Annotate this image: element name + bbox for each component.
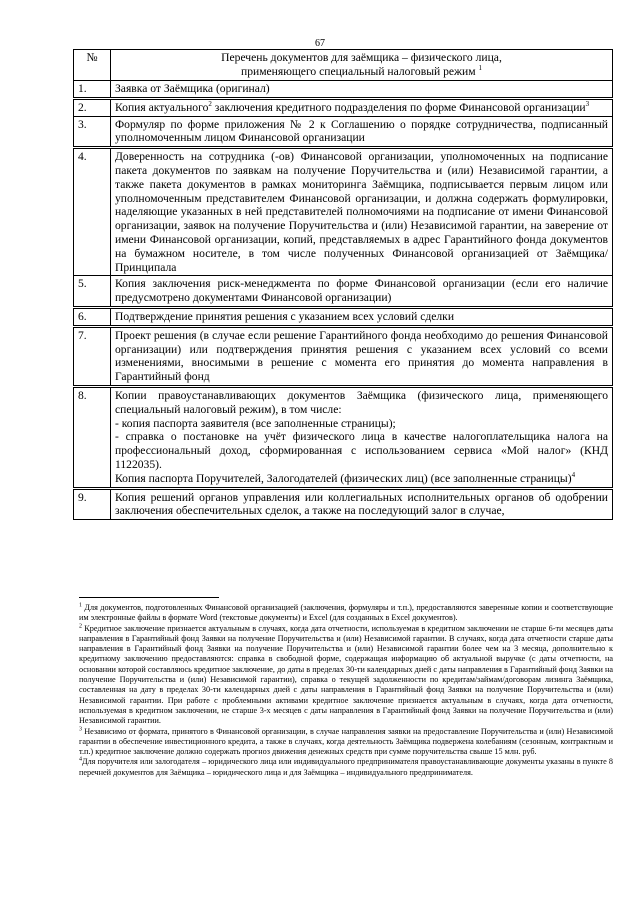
- row-text: Заявка от Заёмщика (оригинал): [111, 81, 613, 99]
- row-text: Проект решения (в случае если решение Гарантийного фонда необходимо до решения Финансовой организации) или подтверждения принятия решения с указанием всех условий со всеми изменениями, вносимыми в решение с момента его принятия до момента направления в Гарантийный фонд: [111, 326, 613, 386]
- row-text: Подтверждение принятия решения с указанием всех условий сделки: [111, 307, 613, 326]
- footnotes: [79, 603, 613, 778]
- table-row: [74, 148, 613, 276]
- table-row: [74, 81, 613, 99]
- header-title: [111, 50, 613, 81]
- footnote-ref: 2: [208, 99, 212, 108]
- footnote: $^3$ Независимо от формата, принятого в Финансовой организации, в случае направления заявки на предоставление Поручительства и (или) Независимой гарантии в обеспечение инвестиционного кредита, а также в случаях, когда деятельность Заёмщика подвержена колебаниям (сезонным, контрактным и т.п.) кредитное заключение должно содержать прогноз движения денежных средств при сумме поручительства свыше 15 млн. руб.: [79, 725, 613, 757]
- table-row: [74, 98, 613, 116]
- row-number: 3.: [74, 116, 111, 148]
- table-row: [74, 116, 613, 148]
- row-text: Копия актуального$^2$ заключения кредитного подразделения по форме Финансовой организации$^3$: [111, 98, 613, 116]
- footnote-ref: 3: [585, 99, 590, 108]
- row-number: 7.: [74, 326, 111, 386]
- table-header-row: [74, 50, 613, 81]
- table-row: [74, 307, 613, 326]
- row-text: Формуляр по форме приложения № 2 к Соглашению о порядке сотрудничества, подписанный уполномоченным лицом Финансовой организации: [111, 116, 613, 148]
- footnote: $^2$ Кредитное заключение признается актуальным в случаях, когда дата отчетности, используемая в кредитном заключении не старше 6-ти месяцев даты направления в Гарантийный фонд Заявки на получение Поручительства и (или) Независимой гарантии. В случаях, когда дата отчетности старше даты направления в Гарантийный фонд Заявки на получение Поручительства и (или) Независимой гарантии более чем на 3 месяца, дополнительно к кредитному заключению предоставляются: справка в свободной форме, содержащая информацию об актуальной выручке (с даты отчетности, на основании которой составляюсь кредитное заключение, до даты в пределах 30-ти календарных дней с даты направления в Гарантийный фонд Заявки на получение Поручительства и (или) Независимой гарантии), справка о текущей задолженности по кредитам/займам/договорам лизинга Заёмщика, составленная на дату в пределах 30-ти календарных дней с даты направления в Гарантийный фонд Заявки на получение Поручительства и (или) Независимой гарантии. При работе с проблемными активами кредитное заключение признается актуальным в случаях, когда дата отчетности, используемая в кредитном заключении, не старше 3-х месяцев с даты направления в Гарантийный фонд Заявки на получение Поручительства и (или) Независимой гарантии.: [79, 622, 613, 726]
- footnote-divider: [79, 597, 219, 598]
- row-number: 6.: [74, 307, 111, 326]
- footnote-ref: 4: [571, 470, 576, 479]
- row-text: Доверенность на сотрудника (-ов) Финансовой организации, уполномоченных на подписание пакета документов по заявкам на получение Поручительства и (или) Независимой гарантии, а также пакета документов в рамках мониторинга Заёмщика, подписывается первым лицом или уполномоченным представителем Финансовой организации, и должна содержать формулировки, наделяющие указанных в ней представителей полномочиями на подписание от имени Финансовой организации, заявок на получение Поручительства и (или) Независимой гарантии, на заверение от имени Финансовой организации, копий, представляемых в адрес Гарантийного фонда документов на бумажном носителе, в том числе полученных Финансовой организацией от Заёмщика/Принципала: [111, 148, 613, 276]
- table-row: [74, 326, 613, 386]
- row-text: Копия заключения риск-менеджмента по форме Финансовой организации (если его наличие предусмотрено документами Финансовой организации): [111, 276, 613, 308]
- footnote: $^4$Для поручителя или залогодателя – юридического лица или индивидуального предпринимателя правоустанавливающие документы указаны в пункте 8 перечней документов для Заёмщика – юридического лица и для Заёмщика – индивидуального предпринимателя.: [79, 756, 613, 777]
- row-text: Копия решений органов управления или коллегиальных исполнительных органов об одобрении заключения обеспечительных сделок, а также на последующий залог в случае,: [111, 488, 613, 520]
- header-number: №: [74, 50, 111, 81]
- table-row: [74, 488, 613, 520]
- header-title-line2: применяющего специальный налоговый режим: [240, 65, 476, 78]
- footnote: $^1$ Для документов, подготовленных Финансовой организацией (заключения, формуляры и т.п.), предоставляются заверенные копии и соответствующие им электронные файлы в формате Word (текстовые документы) и Excel (для созданных в Excel документов).: [79, 602, 613, 623]
- row-number: 9.: [74, 488, 111, 520]
- documents-table: [73, 49, 613, 520]
- row-number: 2.: [74, 98, 111, 116]
- page-number: 67: [315, 38, 325, 49]
- row-number: 8.: [74, 386, 111, 488]
- table-row: [74, 386, 613, 488]
- row-number: 5.: [74, 276, 111, 308]
- header-title-line1: Перечень документов для заёмщика – физического лица,: [221, 51, 502, 64]
- table-row: [74, 276, 613, 308]
- row-number: 1.: [74, 81, 111, 99]
- row-text: Копии правоустанавливающих документов Заёмщика (физического лица, применяющего специальный налоговый режим), в том числе: - копия паспорта заявителя (все заполненные страницы); - справка о постановке на учёт физического лица в качестве налогоплательщика налога на профессиональный доход, сформированная с использованием сервиса «Мой налог» (КНД 1122035). Копия паспорта Поручителей, Залогодателей (физических лиц) (все заполненные страницы)$^4$: [111, 386, 613, 488]
- row-number: 4.: [74, 148, 111, 276]
- footnote-ref: 1: [478, 64, 482, 73]
